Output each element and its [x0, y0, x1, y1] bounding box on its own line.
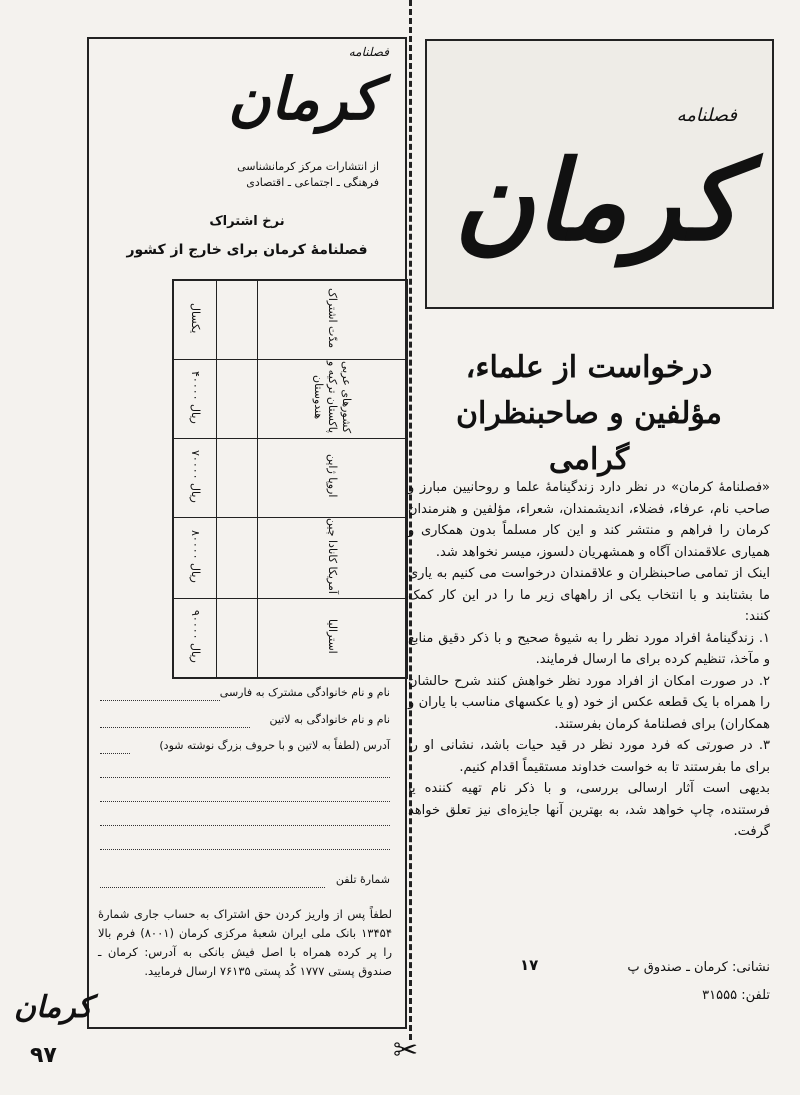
region-cell: اروپا ژاپن: [326, 454, 339, 498]
region-cell: آمریکا کانادا چین: [326, 518, 339, 594]
region-cell: استرالیا: [326, 618, 339, 654]
paragraph-2: اینک از تمامی صاحبنظران و علاقمندان درخواست می کنیم به یاری ما بشتابند و با انتخاب یکی از راههای زیر ما را در این کار کمک کنند:: [408, 566, 770, 624]
address-label: آدرس (لطفاً به لاتین و با حروف بزرگ نوشته شود): [159, 739, 390, 752]
address-line-0[interactable]: [100, 753, 130, 754]
name-fa-label: نام و نام خانوادگی مشترک به فارسی: [219, 686, 390, 699]
list-item-1: ۱. زندگینامهٔ افراد مورد نظر را به شیوهٔ صحیح و با ذکر دقیق منابع و مآخذ، تنظیم کرده برای ما ارسال فرمایند.: [408, 630, 770, 667]
table-row: [173, 439, 407, 518]
payment-instructions: لطفاً پس از واریز کردن حق اشتراک به حساب جاری شمارهٔ ۱۳۴۵۴ بانک ملی ایران شعبهٔ مرکزی کرمان (۸۰۰۱) فرم بالا را پر کرده همراه با اصل فیش بانکی به آدرس: کرمان ـ صندوق پستی ۱۷۷۷ کُد پستی ۷۶۱۳۵ ارسال فرمایید.: [98, 907, 392, 978]
phone-text: تلفن: ۳۱۵۵۵: [702, 988, 770, 1003]
name-fa-line[interactable]: [100, 700, 220, 701]
phone-label: شمارهٔ تلفن: [335, 873, 390, 886]
duration-header: مدّت اشتراک: [326, 287, 339, 349]
address-number: ۱۷: [520, 956, 539, 974]
heading-line-2: مؤلفین و صاحبنظران: [456, 396, 722, 431]
phone-line[interactable]: [100, 887, 325, 888]
card-logo: کرمان: [228, 65, 379, 133]
paragraph-1: «فصلنامهٔ کرمان» در نظر دارد زندگینامهٔ علما و روحانیین مبارز و صاحب نام، عرفاء، فضلاء، اندیشمندان، شعراء، مؤلفین و هنرمندان کرمان را فراهم و منتشر کند و این کار مسلماً بدون همکاری و همیاری علاقمندان آگاه و همشهریان دلسوز، میسر نخواهد شد.: [408, 480, 770, 560]
price-cell: ۸۰۰۰۰ ریال: [189, 529, 202, 583]
rates-table: [172, 279, 408, 679]
masthead-small-text: فصلنامه: [676, 105, 737, 126]
table-row: [173, 360, 407, 439]
table-row: [173, 518, 407, 599]
rate-title: نرخ اشتراک: [209, 214, 285, 229]
rate-subtitle: فصلنامهٔ کرمان برای خارج از کشور: [126, 242, 368, 258]
masthead-box: [425, 39, 774, 309]
address-line-1[interactable]: [100, 777, 390, 778]
table-row: [173, 598, 407, 678]
article-body: [408, 477, 770, 843]
price-cell: ۴۰۰۰۰ ریال: [189, 370, 202, 424]
name-latin-label: نام و نام خانوادگی به لاتین: [269, 713, 390, 726]
logo-small-text: فصلنامه: [348, 45, 389, 59]
page-number: ۹۷: [30, 1043, 57, 1068]
list-item-3: ۳. در صورتی که فرد مورد نظر در قید حیات باشد، نشانی او را برای ما بفرستند تا به خواست خداوند مستقیماً اقدام کنیم.: [408, 738, 770, 775]
masthead-logo: کرمان: [453, 136, 741, 265]
address-line-4[interactable]: [100, 849, 390, 850]
duration-value: یکسال: [189, 302, 202, 334]
address-text: نشانی: کرمان ـ صندوق پ: [627, 960, 770, 975]
publisher-line-1: از انتشارات مرکز کرمانشناسی: [237, 160, 379, 173]
price-cell: ۷۰۰۰۰ ریال: [189, 449, 202, 503]
publisher-line-2: فرهنگی ـ اجتماعی ـ اقتصادی: [246, 176, 379, 189]
footer-logo: کرمان: [14, 990, 93, 1025]
region-cell: کشورهای عربی پاکستان ترکیه و هندوستان: [312, 360, 353, 434]
heading-line-3: گرامی: [548, 442, 630, 477]
paragraph-3: بدیهی است آثار ارسالی بررسی، و با ذکر نام تهیه کننده یا فرستنده، چاپ خواهد شد، به بهترین آنها جایزه‌ای نیز تعلق خواهد گرفت.: [408, 781, 770, 839]
scissors-icon: ✂: [393, 1033, 419, 1068]
address-line-3[interactable]: [100, 825, 390, 826]
price-cell: ۹۰۰۰۰ ریال: [189, 609, 202, 663]
name-latin-line[interactable]: [100, 727, 250, 728]
address-line-2[interactable]: [100, 801, 390, 802]
table-row: [173, 280, 407, 360]
list-item-2: ۲. در صورت امکان از افراد مورد نظر خواهش کنند شرح حالشان را همراه با یک قطعه عکس از خود (و یا عکسهای مناسب با یاران و همکاران) برای فصلنامهٔ کرمان بفرستند.: [408, 673, 770, 732]
heading-line-1: درخواست از علماء،: [465, 350, 713, 385]
